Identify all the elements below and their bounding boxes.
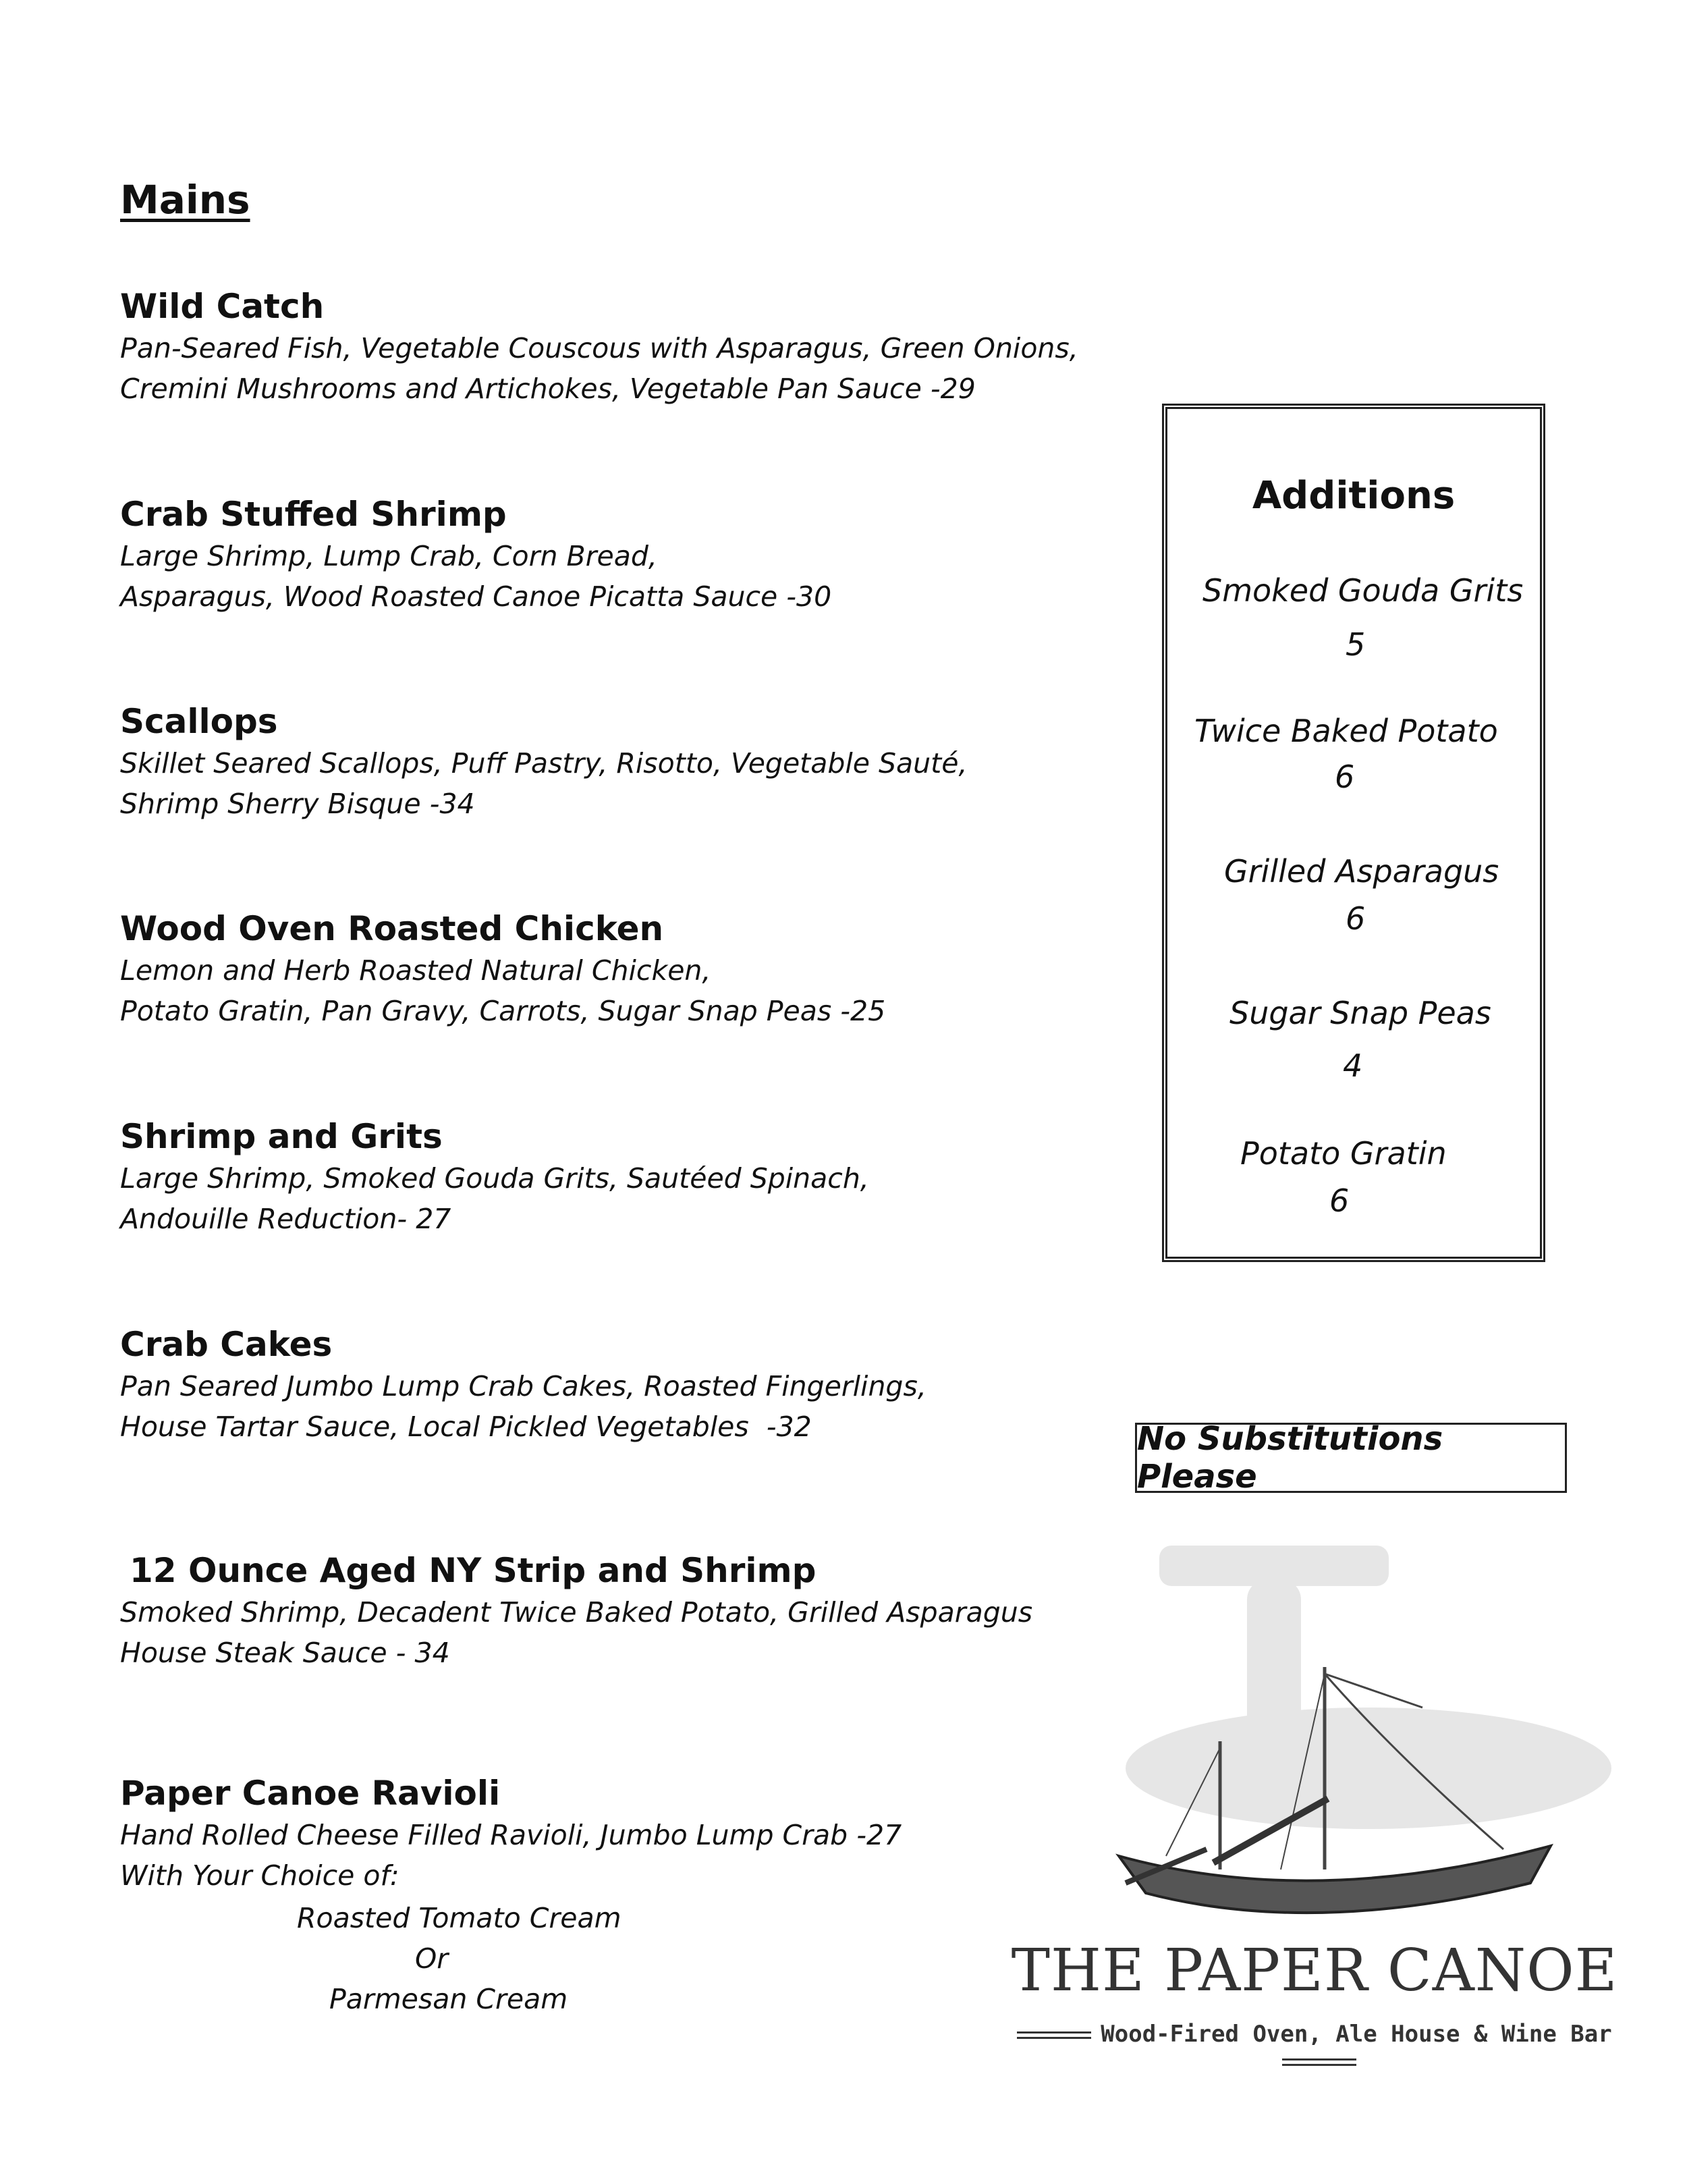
- restaurant-logo: [991, 1532, 1638, 2112]
- canoe-sailboat-icon: [991, 1532, 1638, 1937]
- item-name: Crab Cakes: [120, 1325, 333, 1364]
- addition-price: 6: [1335, 759, 1355, 795]
- item-description: Large Shrimp, Smoked Gouda Grits, Sautéed Spinach, Andouille Reduction- 27: [120, 1162, 869, 1235]
- addition-price: 6: [1346, 900, 1366, 937]
- addition-name: Grilled Asparagus: [1224, 853, 1499, 890]
- item-name: Crab Stuffed Shrimp: [120, 495, 507, 534]
- addition-name: Potato Gratin: [1240, 1135, 1447, 1172]
- item-name: Wood Oven Roasted Chicken: [120, 909, 664, 948]
- additions-title: Additions: [1252, 474, 1456, 518]
- item-description: Hand Rolled Cheese Filled Ravioli, Jumbo Lump Crab -27 With Your Choice of:: [120, 1819, 902, 1892]
- menu-item-shrimp-and-grits: [120, 1115, 1119, 1239]
- menu-item-roasted-chicken: [120, 907, 1119, 1031]
- item-description: Pan Seared Jumbo Lump Crab Cakes, Roasted Fingerlings, House Tartar Sauce, Local Pickled Vegetables -32: [120, 1370, 927, 1443]
- addition-price: 5: [1346, 626, 1366, 663]
- menu-item-crab-cakes: [120, 1323, 1119, 1447]
- logo-rule-left: [1017, 2031, 1091, 2039]
- menu-item-wild-catch: [120, 285, 1119, 409]
- item-name: Shrimp and Grits: [120, 1117, 443, 1156]
- item-name: Scallops: [120, 702, 278, 741]
- ravioli-choice: Parmesan Cream: [329, 1983, 568, 2015]
- menu-item-crab-stuffed-shrimp: [120, 493, 1119, 617]
- menu-item-scallops: [120, 700, 1119, 824]
- item-description: Lemon and Herb Roasted Natural Chicken, Potato Gratin, Pan Gravy, Carrots, Sugar Snap Peas -25: [120, 954, 886, 1027]
- logo-title: THE PAPER CANOE: [1011, 1937, 1618, 2004]
- addition-name: Sugar Snap Peas: [1229, 995, 1491, 1031]
- menu-heading: Mains: [120, 177, 250, 223]
- item-description: Large Shrimp, Lump Crab, Corn Bread, Asparagus, Wood Roasted Canoe Picatta Sauce -30: [120, 540, 832, 613]
- item-description: Smoked Shrimp, Decadent Twice Baked Potato, Grilled Asparagus House Steak Sauce - 34: [120, 1596, 1033, 1669]
- item-name: Wild Catch: [120, 287, 325, 326]
- item-description: Pan-Seared Fish, Vegetable Couscous with Asparagus, Green Onions, Cremini Mushrooms and Artichokes, Vegetable Pan Sauce -29: [120, 332, 1078, 405]
- item-description: Skillet Seared Scallops, Puff Pastry, Risotto, Vegetable Sauté, Shrimp Sherry Bisque -34: [120, 747, 968, 820]
- addition-name: Smoked Gouda Grits: [1202, 572, 1524, 609]
- logo-rule-right: [1282, 2058, 1356, 2066]
- addition-price: 6: [1329, 1182, 1350, 1219]
- no-substitutions-notice: No Substitutions Please: [1135, 1423, 1567, 1493]
- logo-subtitle-text: Wood-Fired Oven, Ale House & Wine Bar: [1101, 2021, 1612, 2048]
- logo-subtitle: [991, 2021, 1638, 2075]
- ravioli-choice: Or: [415, 1942, 449, 1975]
- item-name: 12 Ounce Aged NY Strip and Shrimp: [130, 1551, 817, 1590]
- addition-price: 4: [1343, 1047, 1363, 1084]
- additions-box: [1162, 404, 1545, 1262]
- menu-item-ny-strip: [120, 1549, 1119, 1673]
- menu-item-ravioli: [120, 1772, 1119, 1896]
- ravioli-choice: Roasted Tomato Cream: [297, 1902, 621, 1934]
- addition-name: Twice Baked Potato: [1194, 713, 1498, 749]
- item-name: Paper Canoe Ravioli: [120, 1774, 501, 1813]
